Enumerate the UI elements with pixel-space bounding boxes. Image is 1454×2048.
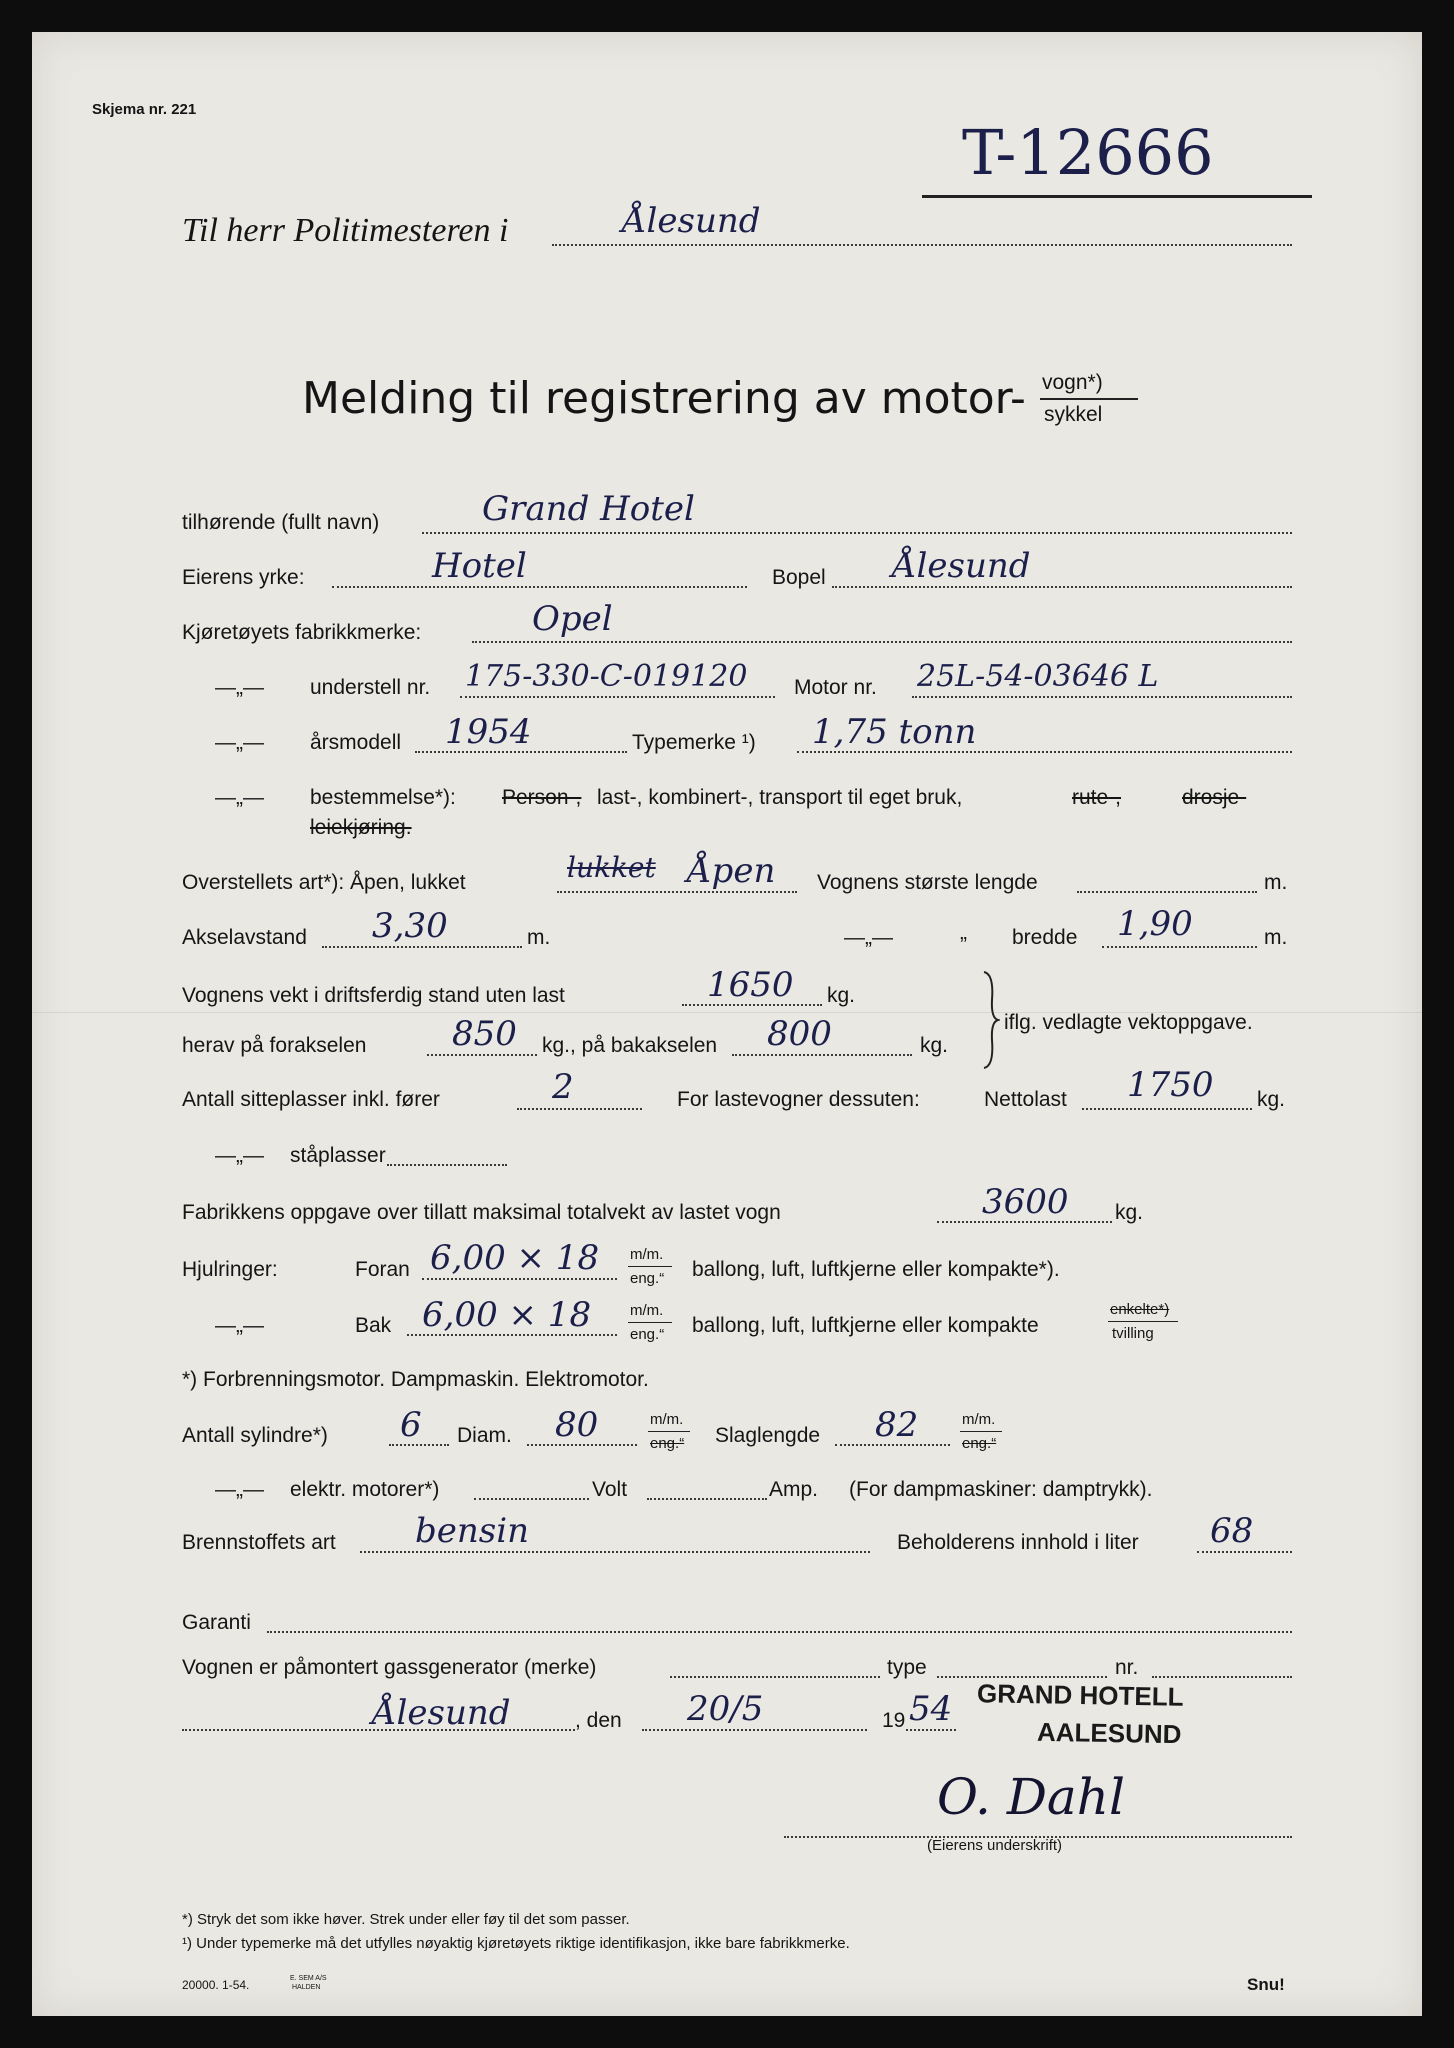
wheelbase-value: 3,30 xyxy=(372,906,448,946)
date-line xyxy=(642,1729,867,1731)
title-fraction-top: vogn*) xyxy=(1042,371,1103,394)
motor-number-line xyxy=(912,696,1292,698)
net-load-line xyxy=(1082,1108,1252,1110)
printer-city: HALDEN xyxy=(292,1984,321,1991)
tires-single-option: enkelte*) xyxy=(1110,1301,1170,1318)
year-label: årsmodell xyxy=(310,731,402,754)
trucks-label: For lastevogner dessuten: xyxy=(677,1088,920,1111)
purpose-option-person: Person-, xyxy=(502,786,582,809)
stroke-unit-top: m/m. xyxy=(962,1411,996,1428)
tires-rear-unit-top: m/m. xyxy=(630,1302,664,1319)
ditto-mark: —„— xyxy=(215,1478,264,1501)
addressee-line xyxy=(552,244,1292,246)
occupation-line xyxy=(332,586,747,588)
form-number: Skjema nr. 221 xyxy=(92,101,197,118)
purpose-label: bestemmelse*): xyxy=(310,786,456,809)
owner-name-label: tilhørende (fullt navn) xyxy=(182,511,380,534)
volt-label: Volt xyxy=(592,1478,628,1501)
wheelbase-label: Akselavstand xyxy=(182,926,307,949)
steam-note: (For dampmaskiner: damptrykk). xyxy=(849,1478,1153,1501)
printer-name: E. SEM A/S xyxy=(290,1975,327,1982)
bracket xyxy=(982,970,1000,1070)
width-value: 1,90 xyxy=(1117,904,1193,944)
seats-value: 2 xyxy=(552,1067,574,1107)
ditto-mark: —„— xyxy=(844,926,893,949)
purpose-option-hire: leiekjøring. xyxy=(310,816,412,839)
tires-front-unit-bottom: eng.“ xyxy=(630,1270,665,1287)
residence-value: Ålesund xyxy=(892,546,1031,586)
title-fraction-bar xyxy=(1040,398,1138,400)
addressee-value: Ålesund xyxy=(622,201,761,241)
guarantee-line xyxy=(267,1631,1292,1633)
rear-axle-value: 800 xyxy=(767,1014,832,1054)
front-axle-line xyxy=(427,1054,537,1056)
print-run: 20000. 1-54. xyxy=(182,1978,250,1992)
fuel-value: bensin xyxy=(415,1511,530,1551)
year-prefix: 19 xyxy=(882,1709,906,1732)
tires-twin-option: tvilling xyxy=(1112,1325,1154,1342)
rear-axle-line xyxy=(732,1054,912,1056)
owner-signature: O. Dahl xyxy=(937,1768,1125,1826)
chassis-value: 175-330-C-019120 xyxy=(465,659,748,694)
registration-form xyxy=(32,32,1422,2016)
net-load-unit: kg. xyxy=(1257,1088,1286,1111)
net-load-label: Nettolast xyxy=(984,1088,1067,1111)
tires-front-value: 6,00 × 18 xyxy=(430,1238,600,1278)
standing-line xyxy=(387,1164,507,1166)
gas-generator-label: Vognen er påmontert gassgenerator (merke) xyxy=(182,1656,597,1679)
front-axle-label: herav på forakselen xyxy=(182,1034,367,1057)
stroke-value: 82 xyxy=(875,1405,919,1445)
footnote-type: ¹) Under typemerke må det utfylles nøyaktig kjøretøyets riktige identifikasjon, ikke bare fabrikkmerke. xyxy=(182,1935,850,1952)
tires-rear-unit-bar xyxy=(628,1322,672,1323)
diameter-unit-bottom: eng.“ xyxy=(650,1435,685,1452)
fuel-line xyxy=(360,1551,870,1553)
body-type-line xyxy=(557,891,797,893)
tank-value: 68 xyxy=(1210,1511,1254,1551)
gas-type-line xyxy=(937,1676,1107,1678)
diameter-label: Diam. xyxy=(457,1424,512,1447)
tires-front-unit-bar xyxy=(628,1266,672,1267)
wheelbase-line xyxy=(322,946,522,948)
wheelbase-unit: m. xyxy=(527,926,551,949)
body-type-label: Overstellets art*): Åpen, lukket xyxy=(182,871,466,894)
volt-line xyxy=(647,1498,767,1500)
tires-rear-label: Bak xyxy=(355,1314,392,1337)
tires-rear-types: ballong, luft, luftkjerne eller kompakte xyxy=(692,1314,1039,1337)
sign-year-value: 54 xyxy=(909,1689,953,1729)
make-value: Opel xyxy=(532,599,613,639)
stroke-unit-bar xyxy=(960,1431,1002,1432)
purpose-option-taxi: drosje- xyxy=(1182,786,1247,809)
cylinders-label: Antall sylindre*) xyxy=(182,1424,328,1447)
chassis-label: understell nr. xyxy=(310,676,431,699)
form-title: Melding til registrering av motor- xyxy=(302,373,1026,424)
motor-number-label: Motor nr. xyxy=(794,676,877,699)
signature-label: (Eierens underskrift) xyxy=(927,1837,1063,1854)
width-label: bredde xyxy=(1012,926,1078,949)
diameter-unit-bar xyxy=(648,1431,690,1432)
occupation-value: Hotel xyxy=(432,546,527,586)
stroke-unit-bottom: eng.“ xyxy=(962,1435,997,1452)
title-fraction-bottom: sykkel xyxy=(1044,403,1103,426)
seats-line xyxy=(517,1108,642,1110)
max-weight-value: 3600 xyxy=(982,1182,1069,1222)
purpose-options: last-, kombinert-, transport til eget bruk, xyxy=(597,786,963,809)
type-label: Typemerke ¹) xyxy=(632,731,756,754)
gas-nr-line xyxy=(1152,1676,1292,1678)
length-label: Vognens største lengde xyxy=(817,871,1038,894)
tires-front-line xyxy=(422,1278,617,1280)
net-load-value: 1750 xyxy=(1127,1065,1214,1105)
length-line xyxy=(1077,891,1257,893)
gas-nr-label: nr. xyxy=(1115,1656,1139,1679)
tires-front-label: Foran xyxy=(355,1258,410,1281)
length-unit: m. xyxy=(1264,871,1288,894)
make-label: Kjøretøyets fabrikkmerke: xyxy=(182,621,422,644)
residence-label: Bopel xyxy=(772,566,826,589)
tires-label: Hjulringer: xyxy=(182,1258,278,1281)
diameter-value: 80 xyxy=(555,1405,599,1445)
residence-line xyxy=(832,586,1292,588)
type-value: 1,75 tonn xyxy=(812,712,977,752)
tank-line xyxy=(1197,1551,1292,1553)
width-line xyxy=(1102,946,1257,948)
tires-front-types: ballong, luft, luftkjerne eller kompakte*). xyxy=(692,1258,1060,1281)
owner-name-value: Grand Hotel xyxy=(482,489,695,529)
guarantee-label: Garanti xyxy=(182,1611,251,1634)
stroke-label: Slaglengde xyxy=(715,1424,821,1447)
standing-label: ståplasser xyxy=(290,1144,386,1167)
reference-underline xyxy=(922,195,1312,198)
curb-weight-unit: kg. xyxy=(827,984,856,1007)
gas-type-label: type xyxy=(887,1656,927,1679)
ditto-mark: —„— xyxy=(215,1144,264,1167)
rear-axle-label: kg., på bakakselen xyxy=(542,1034,718,1057)
footnote-strike: *) Stryk det som ikke høver. Strek under eller føy til det som passer. xyxy=(182,1911,630,1928)
ditto-mark: —„— xyxy=(215,731,264,754)
tires-rear-unit-bottom: eng.“ xyxy=(630,1326,665,1343)
fuel-label: Brennstoffets art xyxy=(182,1531,336,1554)
gas-generator-line xyxy=(670,1676,880,1678)
turn-over-note: Snu! xyxy=(1247,1975,1285,1994)
ditto-quote: „ xyxy=(960,921,967,944)
hotel-stamp-line2: AALESUND xyxy=(1036,1716,1182,1750)
amp-label: Amp. xyxy=(769,1478,819,1501)
place-value: Ålesund xyxy=(372,1693,511,1733)
ditto-mark: —„— xyxy=(215,676,264,699)
diameter-unit-top: m/m. xyxy=(650,1411,684,1428)
motor-number-value: 25L-54-03646 L xyxy=(917,659,1159,694)
chassis-line xyxy=(460,696,775,698)
cylinders-value: 6 xyxy=(400,1405,422,1445)
addressee-label: Til herr Politimesteren i xyxy=(182,212,509,249)
width-unit: m. xyxy=(1264,926,1288,949)
tires-rear-value: 6,00 × 18 xyxy=(422,1295,592,1335)
weight-source-note: iflg. vedlagte vektoppgave. xyxy=(1004,1011,1253,1034)
front-axle-value: 850 xyxy=(452,1014,517,1054)
make-line xyxy=(472,641,1292,643)
max-weight-label: Fabrikkens oppgave over tillatt maksimal totalvekt av lastet vogn xyxy=(182,1201,781,1224)
ditto-mark: —„— xyxy=(215,1314,264,1337)
curb-weight-label: Vognens vekt i driftsferdig stand uten last xyxy=(182,984,565,1007)
seats-label: Antall sitteplasser inkl. fører xyxy=(182,1088,440,1111)
electric-motors-line xyxy=(474,1498,589,1500)
rear-axle-unit: kg. xyxy=(920,1034,949,1057)
tires-front-unit-top: m/m. xyxy=(630,1246,664,1263)
body-type-value: Åpen xyxy=(687,851,776,891)
tank-label: Beholderens innhold i liter xyxy=(897,1531,1139,1554)
owner-name-line xyxy=(422,532,1292,534)
curb-weight-value: 1650 xyxy=(707,965,794,1005)
date-value: 20/5 xyxy=(687,1689,764,1729)
ditto-mark: —„— xyxy=(215,786,264,809)
year-value: 1954 xyxy=(445,712,532,752)
sign-year-line xyxy=(906,1729,956,1731)
reference-number: T-12666 xyxy=(962,116,1214,189)
tires-option-bar xyxy=(1108,1321,1178,1322)
electric-motors-label: elektr. motorer*) xyxy=(290,1478,440,1501)
max-weight-unit: kg. xyxy=(1115,1201,1144,1224)
purpose-option-route: rute-, xyxy=(1072,786,1122,809)
occupation-label: Eierens yrke: xyxy=(182,566,305,589)
date-label: , den xyxy=(575,1709,622,1732)
hotel-stamp-line1: GRAND HOTELL xyxy=(976,1678,1184,1712)
motor-types-note: *) Forbrenningsmotor. Dampmaskin. Elektromotor. xyxy=(182,1368,649,1391)
body-type-struck: lukket xyxy=(567,851,656,884)
